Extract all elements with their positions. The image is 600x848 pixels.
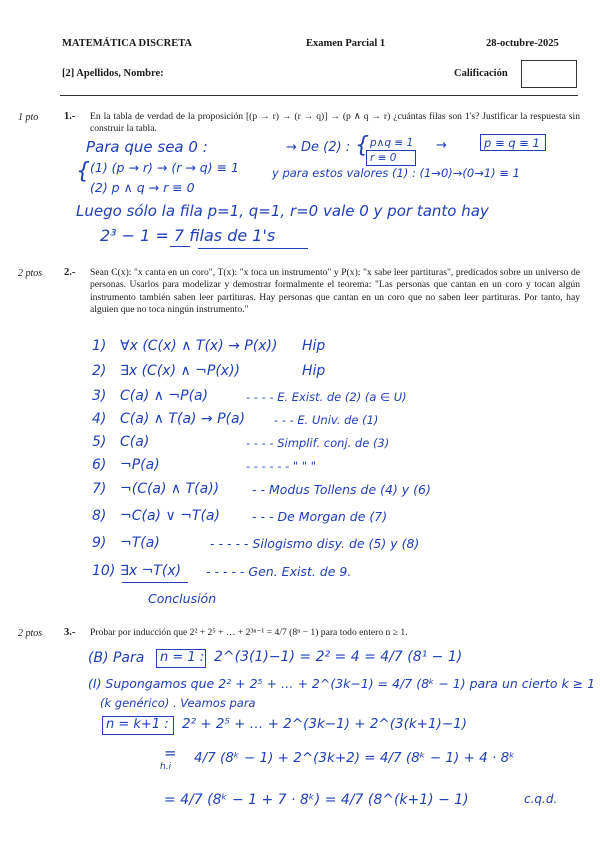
q2-step-1-formula: ∀x (C(x) ∧ T(x) → P(x)): [120, 338, 278, 354]
q1-hw-line-7: p ≡ q ≡ 1: [484, 136, 540, 150]
exam-title: Examen Parcial 1: [306, 38, 386, 49]
q1-hw-line-0: Para que sea 0 :: [86, 138, 208, 156]
q2-step-2-justification: Hip: [302, 363, 326, 379]
q2-step-5-num: 5): [92, 434, 107, 450]
q2-step-9-justification: - - - - - Silogismo disy. de (5) y (8): [210, 536, 420, 551]
q2-statement: Sean C(x): "x canta en un coro", T(x): "x toca un instrumento" y P(x): "x sabe leer partituras", predicados sobre un universo de personas. Usarlos para modelizar y demostrar formalmente el teorema: "Las personas que cantan en un coro y tocan algún instrumento también saben leer partituras. Hay personas que cantan en un coro que no saben leer partituras. Por tanto, hay alguien que no toca ningún instrumento.": [90, 267, 580, 316]
q2-step-8-num: 8): [92, 508, 107, 524]
q1-hw-line-4: p∧q ≡ 1: [370, 137, 414, 149]
q2-step-7-formula: ¬(C(a) ∧ T(a)): [120, 481, 220, 497]
q2-step-4-num: 4): [92, 411, 107, 427]
q2-step-8-justification: - - - De Morgan de (7): [252, 509, 388, 524]
q1-hw-brace: {: [76, 159, 90, 184]
q2-step-10-justification: - - - - - Gen. Exist. de 9.: [206, 564, 352, 579]
q2-step-6-num: 6): [92, 457, 107, 473]
q1-points: 1 pto: [18, 112, 39, 123]
q3-hw-line-8: h.i: [160, 762, 172, 772]
q2-number: 2.-: [64, 267, 76, 278]
q3-hw-line-10: = 4/7 (8ᵏ − 1 + 7 · 8ᵏ) = 4/7 (8^(k+1) − 1): [164, 792, 469, 808]
q1-statement: En la tabla de verdad de la proposición [(p → r) → (r → q)] → (p ∧ q → r) ¿cuántas filas son 1's? Justificar la respuesta sin construir la tabla.: [90, 111, 580, 135]
q3-hw-line-11: c.q.d.: [524, 792, 558, 806]
q2-step-4-formula: C(a) ∧ T(a) → P(a): [120, 411, 246, 427]
q3-hw-box-nk1: [102, 716, 174, 735]
q3-number: 3.-: [64, 627, 76, 638]
q3-points: 2 ptos: [18, 628, 43, 639]
q2-step-1-justification: Hip: [302, 338, 326, 354]
q3-statement: Probar por inducción que 2² + 2⁵ + … + 2³ⁿ⁻¹ = 4/7 (8ⁿ − 1) para todo entero n ≥ 1.: [90, 627, 408, 638]
q2-step-2-num: 2): [92, 363, 107, 379]
q3-hw-line-2: 2^(3(1)−1) = 2² = 4 = 4/7 (8¹ − 1): [214, 649, 463, 665]
q3-hw-line-6: 2² + 2⁵ + … + 2^(3k−1) + 2^(3(k+1)−1): [182, 716, 467, 732]
q1-hw-line-5: r ≡ 0: [370, 152, 397, 164]
q2-step-1-num: 1): [92, 338, 107, 354]
q2-step-10-formula: ∃x ¬T(x): [120, 563, 182, 579]
q3-hw-line-4: (k genérico) . Veamos para: [100, 696, 256, 710]
q1-hw-underline-7: [170, 246, 190, 247]
q1-hw-box-pq: [480, 134, 546, 151]
q1-hw-line-10: 2³ − 1 = 7 filas de 1's: [100, 226, 276, 245]
q2-step-3-num: 3): [92, 388, 107, 404]
q1-hw-line-3: → De (2) :: [286, 140, 351, 155]
q1-hw-underline-rows: [198, 248, 308, 249]
course-title: MATEMÁTICA DISCRETA: [62, 38, 192, 49]
q3-hw-line-7: =: [164, 744, 177, 762]
q2-step-4-justification: - - - E. Univ. de (1): [274, 413, 379, 427]
q2-step-5-justification: - - - - Simplif. conj. de (3): [246, 436, 390, 450]
q2-conclusion-label: Conclusión: [148, 591, 217, 606]
q3-hw-line-3: (I) Supongamos que 2² + 2⁵ + … + 2^(3k−1) = 4/7 (8ᵏ − 1) para un cierto k ≥ 1: [88, 676, 596, 691]
q1-hw-line-1: (1) (p → r) → (r → q) ≡ 1: [90, 160, 239, 175]
q1-number: 1.-: [64, 111, 76, 122]
q2-step-10-num: 10): [92, 563, 116, 579]
q3-hw-line-1: n = 1 :: [160, 650, 205, 665]
name-label: [2] Apellidos, Nombre:: [62, 68, 164, 79]
q1-hw-line-8: y para estos valores (1) : (1→0)→(0→1) ≡ 1: [272, 166, 520, 180]
q2-step-2-formula: ∃x (C(x) ∧ ¬P(x)): [120, 363, 241, 379]
q1-hw-line-6: →: [436, 138, 447, 153]
q3-hw-box-n1: [156, 649, 206, 668]
q3-hw-line-0: (B) Para: [88, 650, 145, 666]
q2-step-3-formula: C(a) ∧ ¬P(a): [120, 388, 209, 404]
q2-step-9-formula: ¬T(a): [120, 535, 160, 551]
q3-hw-line-9: 4/7 (8ᵏ − 1) + 2^(3k+2) = 4/7 (8ᵏ − 1) + 4 · 8ᵏ: [194, 750, 515, 766]
q1-hw-line-2: (2) p ∧ q → r ≡ 0: [90, 180, 195, 195]
q1-hw-line-9: Luego sólo la fila p=1, q=1, r=0 vale 0 y por tanto hay: [76, 202, 489, 220]
q2-step-5-formula: C(a): [120, 434, 150, 450]
q2-points: 2 ptos: [18, 268, 43, 279]
grade-box[interactable]: [521, 60, 577, 88]
q2-conclusion-underline: [122, 582, 188, 583]
q2-step-3-justification: - - - - E. Exist. de (2) (a ∈ U): [246, 390, 407, 404]
q2-step-9-num: 9): [92, 535, 107, 551]
q1-hw-box-r: [366, 150, 416, 166]
q1-hw-brace-2: {: [355, 133, 369, 158]
q2-step-7-justification: - - Modus Tollens de (4) y (6): [252, 482, 431, 497]
q2-step-6-justification: - - - - - - " " ": [246, 459, 317, 473]
grade-label: Calificación: [454, 68, 508, 79]
q2-step-7-num: 7): [92, 481, 107, 497]
q2-step-8-formula: ¬C(a) ∨ ¬T(a): [120, 508, 220, 524]
q2-step-6-formula: ¬P(a): [120, 457, 160, 473]
exam-date: 28-octubre-2025: [486, 38, 559, 49]
q3-hw-line-5: n = k+1 :: [106, 717, 169, 732]
header-divider: [60, 95, 578, 96]
